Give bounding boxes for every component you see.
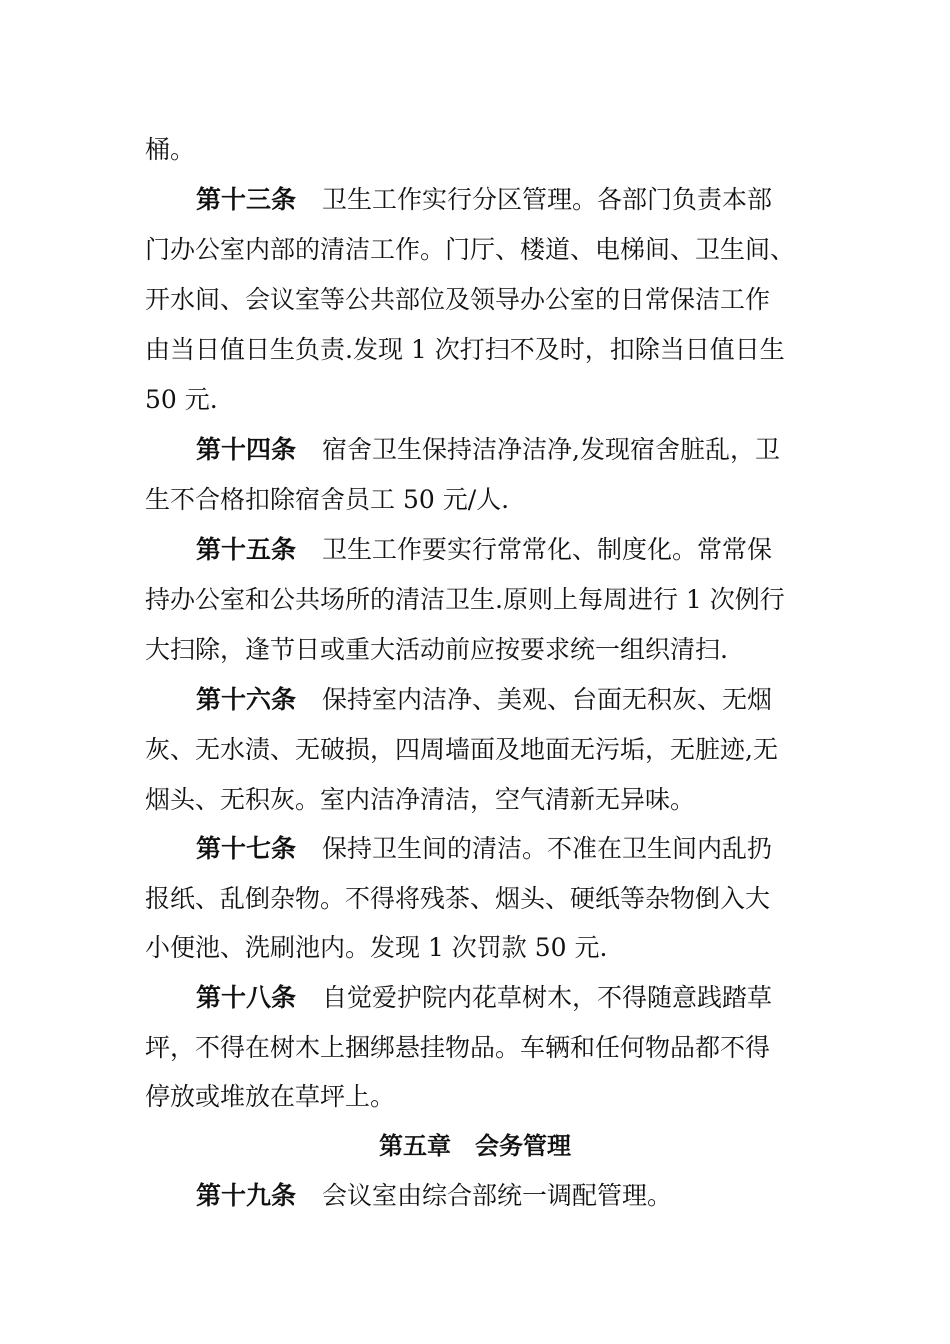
article-18-first-line bbox=[196, 983, 796, 1013]
article-17-first-line bbox=[196, 834, 796, 864]
article-14-text: 宿舍卫生保持洁净洁净,发现宿舍脏乱，卫 bbox=[322, 435, 780, 464]
article-19-title: 第十九条 bbox=[196, 1181, 297, 1210]
article-13-line: 开水间、会议室等公共部位及领导办公室的日常保洁工作 bbox=[145, 285, 771, 314]
article-15-title: 第十五条 bbox=[196, 535, 297, 564]
article-18-text: 自觉爱护院内花草树木，不得随意践踏草 bbox=[322, 983, 773, 1012]
article-16-line: 灰、无水渍、无破损，四周墙面及地面无污垢，无脏迹,无 bbox=[145, 735, 778, 764]
article-17-title: 第十七条 bbox=[196, 834, 297, 863]
article-17-line: 报纸、乱倒杂物。不得将残茶、烟头、硬纸等杂物倒入大 bbox=[145, 884, 771, 913]
article-16-text: 保持室内洁净、美观、台面无积灰、无烟 bbox=[322, 685, 773, 714]
article-17-line: 小便池、洗刷池内。发现 1 次罚款 50 元. bbox=[145, 933, 608, 962]
chapter-number: 第五章 bbox=[379, 1132, 451, 1160]
article-18-title: 第十八条 bbox=[196, 983, 297, 1012]
article-13-line: 由当日值日生负责.发现 1 次打扫不及时，扣除当日值日生 bbox=[145, 335, 785, 364]
article-13-title: 第十三条 bbox=[196, 185, 297, 214]
article-15-line: 大扫除，逢节日或重大活动前应按要求统一组织清扫. bbox=[145, 635, 728, 664]
article-16-title: 第十六条 bbox=[196, 685, 297, 714]
article-18-line: 坪，不得在树木上捆绑悬挂物品。车辆和任何物品都不得 bbox=[145, 1033, 771, 1062]
article-13-first-line bbox=[196, 185, 796, 215]
article-17-text: 保持卫生间的清洁。不准在卫生间内乱扔 bbox=[322, 834, 773, 863]
chapter-title: 会务管理 bbox=[475, 1132, 571, 1160]
article-18-line: 停放或堆放在草坪上。 bbox=[145, 1082, 396, 1111]
article-13-line: 门办公室内部的清洁工作。门厅、楼道、电梯间、卫生间、 bbox=[145, 235, 796, 264]
article-19-first-line bbox=[196, 1181, 796, 1211]
article-19-text: 会议室由综合部统一调配管理。 bbox=[322, 1181, 673, 1210]
article-15-line: 持办公室和公共场所的清洁卫生.原则上每周进行 1 次例行 bbox=[145, 585, 785, 614]
article-13-line: 50 元. bbox=[145, 385, 218, 414]
article-16-line: 烟头、无积灰。室内洁净清洁，空气清新无异味。 bbox=[145, 785, 696, 814]
article-13-text: 卫生工作实行分区管理。各部门负责本部 bbox=[322, 185, 773, 214]
article-14-line: 生不合格扣除宿舍员工 50 元/人. bbox=[145, 485, 510, 514]
chapter-heading bbox=[0, 1131, 950, 1161]
article-16-first-line bbox=[196, 685, 796, 715]
article-15-first-line bbox=[196, 535, 796, 565]
article-15-text: 卫生工作要实行常常化、制度化。常常保 bbox=[322, 535, 773, 564]
continuation-text: 桶。 bbox=[145, 135, 196, 164]
article-14-first-line bbox=[196, 435, 796, 465]
article-14-title: 第十四条 bbox=[196, 435, 297, 464]
